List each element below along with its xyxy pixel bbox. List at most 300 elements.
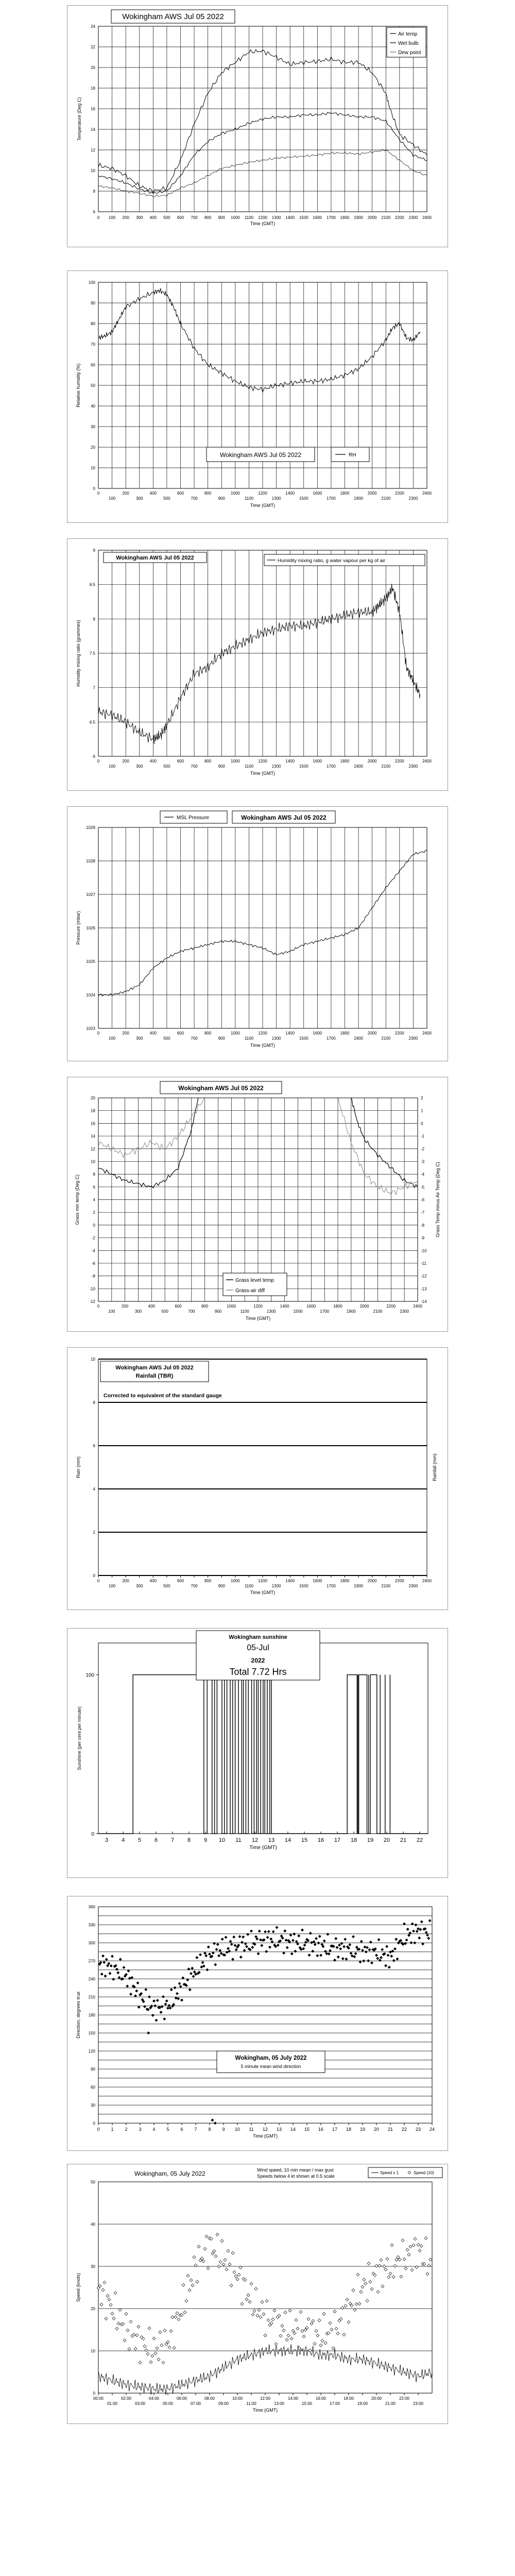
y2-tick-label: -8 — [421, 1223, 425, 1228]
legend-label: Wet bulb — [398, 41, 419, 46]
pressure-chart — [67, 807, 448, 1061]
x-tick-label: 1100 — [244, 1036, 254, 1041]
y-tick-label: 14 — [91, 1134, 95, 1139]
humidity-chart — [67, 271, 448, 522]
x-tick-label: 19 — [367, 1837, 374, 1843]
x-tick-label: 1100 — [244, 764, 254, 769]
y-tick-label: -2 — [91, 1235, 95, 1241]
x-tick-label: 2000 — [367, 215, 377, 220]
y-tick-label: 6.5 — [89, 720, 95, 725]
x-tick-label: 3 — [139, 2127, 142, 2132]
y-tick-label: 20 — [91, 2307, 95, 2311]
x-tick-label: 0 — [97, 215, 100, 220]
y-tick-label: 0 — [93, 486, 95, 491]
x-tick-label: 700 — [191, 1584, 198, 1588]
x-tick-label: 1700 — [327, 1584, 336, 1588]
x-tick-label: 1000 — [230, 215, 240, 220]
x-tick-label: 200 — [122, 215, 129, 220]
y-tick-label: 18 — [91, 1108, 95, 1113]
y-tick-label: 1024 — [86, 993, 95, 997]
x-tick-label: 2100 — [381, 496, 391, 501]
temperature-panel — [67, 5, 448, 247]
x-tick-label: 1600 — [306, 1304, 316, 1309]
x-tick-label: 17 — [334, 1837, 341, 1843]
x-tick-label: 1900 — [354, 496, 363, 501]
x-tick-label: 1200 — [258, 1579, 267, 1583]
x-tick-label: 1300 — [271, 1036, 281, 1041]
chart-subtitle: 5 minute mean wind direction — [241, 2064, 301, 2069]
y-tick-label: 10 — [91, 168, 95, 173]
legend-label: Grass-air diff — [235, 1288, 265, 1294]
legend-label: Humidity mixing ratio, g water vapour per kg of air — [278, 558, 386, 564]
y-tick-label: 24 — [91, 24, 95, 29]
x-axis-label: Time (GMT) — [252, 2133, 278, 2139]
x-tick-label: 1800 — [340, 215, 350, 220]
x-tick-label: 2000 — [367, 759, 377, 764]
x-tick-label: 1000 — [227, 1304, 236, 1309]
chart-subtitle: Wind speed, 10 min mean / max gust — [257, 2167, 334, 2173]
x-tick-label: 22:00 — [399, 2396, 410, 2401]
y-tick-label: 0 — [93, 2121, 95, 2126]
x-tick-label: 1100 — [244, 1584, 254, 1588]
y-tick-label: 50 — [91, 383, 95, 388]
x-tick-label: 09:00 — [218, 2401, 229, 2406]
mixing-ratio-panel — [67, 538, 448, 791]
x-tick-label: 10 — [218, 1837, 226, 1843]
y-tick-label: 1023 — [86, 1026, 95, 1031]
x-tick-label: 1200 — [258, 759, 267, 764]
y-tick-label: 20 — [91, 1096, 95, 1100]
y-tick-label: 16 — [91, 107, 95, 111]
x-tick-label: 16 — [317, 1837, 324, 1843]
x-tick-label: 1500 — [299, 496, 308, 501]
x-tick-label: 2300 — [400, 1309, 409, 1314]
y-tick-label: 0 — [93, 1573, 95, 1578]
y-tick-label: 2 — [93, 1210, 95, 1215]
y-tick-label: 8.5 — [89, 582, 95, 587]
y-tick-label: 80 — [91, 321, 95, 326]
x-tick-label: 400 — [148, 1304, 156, 1309]
date-label: 05-Jul — [247, 1643, 269, 1652]
x-tick-label: 13:00 — [273, 2401, 285, 2406]
y-axis-label: Humidity mixing ratio (grammes) — [76, 620, 81, 687]
chart-title: Wokingham, 05 July 2022 — [235, 2055, 307, 2061]
x-tick-label: 1000 — [230, 491, 240, 496]
x-tick-label: 1300 — [271, 215, 281, 220]
x-tick-label: 3 — [105, 1837, 109, 1843]
x-tick-label: 1100 — [244, 215, 254, 220]
y-axis-label: Direction, degrees true — [76, 1991, 81, 2039]
x-tick-label: 1600 — [313, 1579, 322, 1583]
x-tick-label: 2100 — [381, 1584, 391, 1588]
y-tick-label: 7.5 — [89, 651, 95, 656]
x-tick-label: 1900 — [354, 764, 363, 769]
x-tick-label: 2000 — [367, 1579, 377, 1583]
x-tick-label: 1900 — [354, 1036, 363, 1041]
y-tick-label: 30 — [91, 2103, 95, 2108]
x-tick-label: 2300 — [408, 764, 418, 769]
y-tick-label: 150 — [88, 2031, 95, 2036]
x-tick-label: 2200 — [394, 1579, 404, 1583]
x-tick-label: 1400 — [285, 1579, 295, 1583]
x-tick-label: 1100 — [240, 1309, 249, 1314]
x-tick-label: 1500 — [299, 1036, 308, 1041]
x-tick-label: 500 — [163, 496, 170, 501]
x-tick-label: 100 — [108, 215, 116, 220]
y-tick-label: 360 — [88, 1905, 95, 1909]
x-tick-label: 24 — [429, 2127, 435, 2132]
y-tick-label: 8 — [93, 1172, 95, 1177]
x-tick-label: 16:00 — [315, 2396, 327, 2401]
x-tick-label: 2200 — [386, 1304, 396, 1309]
y-axis-label: Relative humidity (%) — [76, 363, 81, 408]
x-tick-label: 1500 — [299, 764, 308, 769]
x-tick-label: 5 — [166, 2127, 169, 2132]
rainfall-chart — [67, 1348, 448, 1609]
y-tick-label: 10 — [91, 2349, 95, 2353]
x-tick-label: 21 — [387, 2127, 393, 2132]
y-tick-label: 6 — [93, 754, 95, 759]
x-tick-label: 800 — [204, 491, 212, 496]
y-tick-label: 210 — [88, 1995, 95, 1999]
y-tick-label: 1029 — [86, 825, 95, 830]
x-tick-label: 2200 — [394, 491, 404, 496]
y-tick-label: 60 — [91, 363, 95, 367]
chart-title: Wokingham AWS Jul 05 2022 — [241, 814, 327, 821]
x-tick-label: 16 — [318, 2127, 324, 2132]
legend-label: Speed (10) — [414, 2171, 434, 2175]
y-tick-label: -8 — [91, 1274, 95, 1279]
x-tick-label: 22 — [401, 2127, 407, 2132]
wind-direction-panel — [67, 1896, 448, 2151]
x-tick-label: 2200 — [394, 759, 404, 764]
legend-label: RH — [349, 452, 356, 458]
x-tick-label: 1500 — [299, 1584, 308, 1588]
x-tick-label: 15:00 — [301, 2401, 313, 2406]
humidity-panel — [67, 270, 448, 523]
x-tick-label: 05:00 — [162, 2401, 174, 2406]
x-tick-label: 1200 — [258, 1031, 267, 1036]
y-tick-label: 7 — [93, 685, 95, 690]
x-tick-label: 1000 — [230, 1031, 240, 1036]
grass-temp-panel — [67, 1077, 448, 1332]
y2-tick-label: -5 — [421, 1184, 425, 1190]
sunshine-chart — [67, 1629, 448, 1877]
x-tick-label: 1800 — [340, 1579, 350, 1583]
mixing-ratio-chart — [67, 539, 448, 790]
x-tick-label: 1700 — [327, 1036, 336, 1041]
y-tick-label: 30 — [91, 425, 95, 429]
y-tick-label: -4 — [91, 1248, 95, 1253]
x-tick-label: 300 — [136, 1584, 143, 1588]
y-tick-label: 1028 — [86, 859, 95, 863]
x-tick-label: 2000 — [367, 1031, 377, 1036]
x-tick-label: 800 — [204, 759, 212, 764]
x-tick-label: 1300 — [271, 1584, 281, 1588]
title-box — [217, 2051, 325, 2073]
pressure-panel — [67, 806, 448, 1061]
x-tick-label: 900 — [218, 215, 225, 220]
y2-tick-label: -2 — [421, 1146, 425, 1151]
x-tick-label: 1600 — [313, 759, 322, 764]
y-axis-label: Rainfall (mm) — [432, 1453, 437, 1481]
x-tick-label: 100 — [108, 1036, 116, 1041]
rainfall-panel — [67, 1347, 448, 1610]
y-tick-label: 1027 — [86, 892, 95, 897]
x-tick-label: 1600 — [313, 215, 322, 220]
x-tick-label: 23 — [415, 2127, 421, 2132]
x-tick-label: 200 — [122, 1579, 129, 1583]
y-tick-label: 90 — [91, 301, 95, 306]
x-tick-label: 600 — [177, 759, 184, 764]
y-tick-label: 1026 — [86, 926, 95, 930]
x-axis-label: Time (GMT) — [250, 1590, 276, 1595]
x-tick-label: 1300 — [271, 764, 281, 769]
x-tick-label: 300 — [136, 215, 143, 220]
x-tick-label: 0 — [97, 1579, 100, 1583]
x-tick-label: 2400 — [413, 1304, 422, 1309]
y2-tick-label: -12 — [421, 1274, 427, 1279]
x-tick-label: 400 — [149, 491, 157, 496]
y-tick-label: 6 — [93, 210, 95, 214]
x-tick-label: 15 — [304, 2127, 310, 2132]
x-tick-label: 1500 — [299, 215, 308, 220]
y-tick-label: 120 — [88, 2049, 95, 2054]
x-tick-label: 900 — [218, 1584, 225, 1588]
x-tick-label: 8 — [187, 1837, 191, 1843]
x-tick-label: 23:00 — [413, 2401, 424, 2406]
y-tick-label: 0 — [91, 1832, 94, 1837]
x-tick-label: 500 — [163, 764, 170, 769]
y-tick-label: 6 — [93, 1444, 95, 1448]
x-tick-label: 18 — [346, 2127, 352, 2132]
chart-subtitle-2: Speeds below 4 kt shown at 0.5 scale — [257, 2174, 335, 2179]
y-axis-label: Rain (mm) — [76, 1456, 81, 1478]
x-tick-label: 800 — [204, 1579, 212, 1583]
x-tick-label: 2200 — [394, 215, 404, 220]
x-tick-label: 2100 — [381, 1036, 391, 1041]
x-tick-label: 10 — [234, 2127, 241, 2132]
x-tick-label: 2100 — [381, 764, 391, 769]
y2-tick-label: -11 — [421, 1261, 426, 1266]
y-tick-label: 20 — [91, 65, 95, 70]
x-tick-label: 1400 — [285, 759, 295, 764]
y-tick-label: 4 — [93, 1487, 95, 1492]
x-tick-label: 08:00 — [204, 2396, 215, 2401]
x-tick-label: 1800 — [340, 759, 350, 764]
y-tick-label: 90 — [91, 2067, 95, 2072]
x-tick-label: 200 — [122, 759, 129, 764]
y2-tick-label: -14 — [421, 1299, 427, 1304]
x-tick-label: 500 — [163, 215, 170, 220]
chart-title: Wokingham sunshine — [229, 1634, 287, 1640]
wind-speed-panel — [67, 2164, 448, 2424]
x-tick-label: 300 — [136, 764, 143, 769]
x-tick-label: 300 — [136, 496, 143, 501]
x-tick-label: 1600 — [313, 1031, 322, 1036]
x-tick-label: 1300 — [266, 1309, 276, 1314]
temperature-chart — [67, 6, 448, 247]
x-tick-label: 13 — [268, 1837, 275, 1843]
y-tick-label: 0 — [93, 2391, 95, 2396]
x-tick-label: 2400 — [422, 1579, 432, 1583]
y2-tick-label: -7 — [421, 1210, 425, 1215]
y2-tick-label: -9 — [421, 1235, 425, 1241]
x-tick-label: 1900 — [346, 1309, 356, 1314]
legend-label: Grass level temp — [235, 1278, 274, 1283]
x-tick-label: 2000 — [359, 1304, 369, 1309]
x-axis-label: Time (GMT) — [250, 503, 276, 508]
x-tick-label: 900 — [218, 1036, 225, 1041]
y-tick-label: 60 — [91, 2085, 95, 2090]
x-tick-label: 7 — [170, 1837, 175, 1843]
y2-tick-label: -4 — [421, 1172, 425, 1177]
x-tick-label: 1400 — [285, 491, 295, 496]
x-tick-label: 20 — [383, 1837, 390, 1843]
x-tick-label: 100 — [108, 1309, 115, 1314]
x-axis-label: Time (GMT) — [250, 771, 276, 776]
x-tick-label: 1600 — [313, 491, 322, 496]
x-tick-label: 4 — [121, 1837, 125, 1843]
x-tick-label: 12 — [251, 1837, 259, 1843]
y-tick-label: 6 — [93, 1184, 95, 1190]
wind-direction-chart — [67, 1896, 448, 2150]
x-tick-label: 1900 — [354, 215, 363, 220]
y-tick-label: 330 — [88, 1923, 95, 1927]
x-tick-label: 04:00 — [148, 2396, 160, 2401]
y-tick-label: 4 — [93, 1197, 95, 1202]
y2-tick-label: 2 — [421, 1096, 423, 1100]
x-tick-label: 900 — [218, 496, 225, 501]
total-label: Total 7.72 Hrs — [229, 1667, 287, 1677]
x-tick-label: 100 — [108, 496, 116, 501]
y-tick-label: 14 — [91, 127, 95, 132]
x-tick-label: 11 — [249, 2127, 254, 2132]
y-tick-label: 100 — [88, 280, 95, 285]
x-tick-label: 07:00 — [190, 2401, 201, 2406]
chart-subtitle: Rainfall (TBR) — [135, 1373, 174, 1379]
x-tick-label: 600 — [177, 1031, 184, 1036]
x-tick-label: 600 — [177, 215, 184, 220]
y-tick-label: 50 — [91, 2180, 95, 2184]
x-tick-label: 0 — [97, 491, 100, 496]
x-axis-label: Time (GMT) — [245, 1316, 271, 1321]
x-tick-label: 1700 — [327, 764, 336, 769]
x-tick-label: 400 — [149, 1031, 157, 1036]
wind-speed-chart — [67, 2164, 448, 2424]
x-tick-label: 19 — [359, 2127, 366, 2132]
y-tick-label: 300 — [88, 1941, 95, 1945]
x-tick-label: 17:00 — [329, 2401, 340, 2406]
x-tick-label: 19:00 — [357, 2401, 368, 2406]
y2-tick-label: -13 — [421, 1286, 427, 1292]
y-tick-label: 8 — [93, 189, 95, 194]
x-tick-label: 900 — [218, 764, 225, 769]
x-tick-label: 200 — [121, 1304, 129, 1309]
x-tick-label: 06:00 — [176, 2396, 187, 2401]
y-tick-label: 1025 — [86, 959, 95, 964]
chart-title: Wokingham AWS Jul 05 2022 — [178, 1084, 264, 1092]
x-tick-label: 2 — [125, 2127, 128, 2132]
y-tick-label: 70 — [91, 342, 95, 347]
y-axis-label: Pressure (mbar) — [76, 911, 81, 945]
x-tick-label: 12:00 — [260, 2396, 271, 2401]
x-tick-label: 1800 — [340, 1031, 350, 1036]
x-tick-label: 2400 — [422, 215, 432, 220]
x-tick-label: 700 — [188, 1309, 195, 1314]
x-tick-label: 2300 — [408, 1584, 418, 1588]
x-tick-label: 18 — [350, 1837, 357, 1843]
legend-label: MSL Pressure — [177, 815, 209, 821]
x-tick-label: 9 — [203, 1837, 208, 1843]
x-tick-label: 1400 — [280, 1304, 289, 1309]
x-tick-label: 500 — [161, 1309, 168, 1314]
x-tick-label: 0 — [97, 1304, 100, 1309]
y-tick-label: -12 — [89, 1299, 95, 1304]
x-tick-label: 0 — [97, 759, 100, 764]
x-tick-label: 1000 — [230, 759, 240, 764]
x-tick-label: 1800 — [333, 1304, 342, 1309]
x-axis-label: Time (GMT) — [250, 1043, 276, 1048]
x-tick-label: 11:00 — [246, 2401, 256, 2406]
y-tick-label: 8 — [93, 617, 95, 622]
x-tick-label: 7 — [194, 2127, 197, 2132]
x-tick-label: 1300 — [271, 496, 281, 501]
x-tick-label: 2000 — [367, 491, 377, 496]
x-tick-label: 1700 — [320, 1309, 330, 1314]
y-tick-label: 0 — [93, 1223, 95, 1228]
x-tick-label: 2300 — [408, 215, 418, 220]
y2-tick-label: -6 — [421, 1197, 425, 1202]
y-tick-label: 16 — [91, 1121, 95, 1126]
x-tick-label: 02:00 — [121, 2396, 132, 2401]
x-tick-label: 2400 — [422, 759, 432, 764]
chart-title: Wokingham AWS Jul 05 2022 — [115, 1365, 194, 1371]
x-tick-label: 1700 — [327, 215, 336, 220]
chart-title: Wokingham AWS Jul 05 2022 — [122, 12, 224, 21]
x-tick-label: 100 — [108, 764, 116, 769]
x-tick-label: 700 — [191, 496, 198, 501]
x-tick-label: 200 — [122, 491, 129, 496]
x-tick-label: 00:00 — [93, 2396, 104, 2401]
y-tick-label: 270 — [88, 1959, 95, 1963]
x-tick-label: 1200 — [258, 491, 267, 496]
y-tick-label: -6 — [91, 1261, 95, 1266]
x-tick-label: 5 — [138, 1837, 142, 1843]
x-tick-label: 9 — [222, 2127, 225, 2132]
y-tick-label: 12 — [91, 148, 95, 152]
x-tick-label: 1400 — [285, 1031, 295, 1036]
x-tick-label: 1400 — [285, 215, 295, 220]
x-tick-label: 800 — [201, 1304, 209, 1309]
sunshine-panel — [67, 1628, 448, 1878]
y2-tick-label: -1 — [421, 1134, 425, 1139]
x-tick-label: 1100 — [244, 496, 254, 501]
legend-label: Speed x 1 — [380, 2171, 399, 2175]
x-tick-label: 500 — [163, 1036, 170, 1041]
x-tick-label: 14 — [284, 1837, 291, 1843]
x-tick-label: 800 — [204, 215, 212, 220]
y-tick-label: 100 — [85, 1672, 94, 1679]
x-tick-label: 18:00 — [343, 2396, 354, 2401]
y-tick-label: 2 — [93, 1530, 95, 1535]
x-tick-label: 1700 — [327, 496, 336, 501]
x-tick-label: 700 — [191, 215, 198, 220]
chart-title: Wokingham AWS Jul 05 2022 — [116, 555, 194, 561]
x-tick-label: 400 — [149, 215, 157, 220]
y-tick-label: 180 — [88, 2013, 95, 2018]
x-tick-label: 21 — [400, 1837, 407, 1843]
